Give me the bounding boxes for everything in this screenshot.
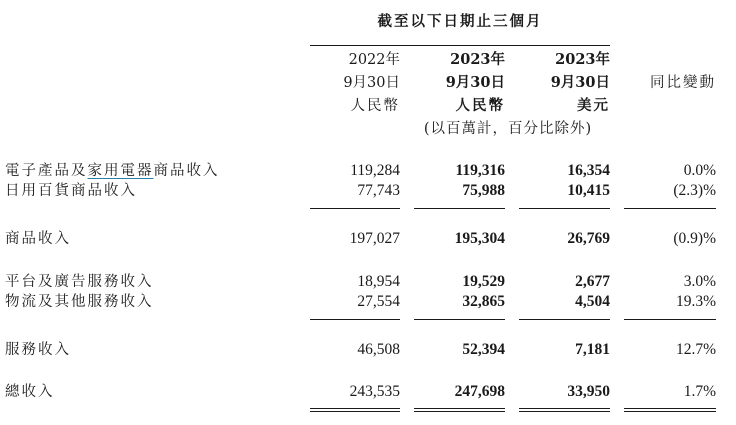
- row-platform-2022: 18,954: [357, 273, 400, 290]
- row-logistics-yoy: 19.3%: [675, 293, 716, 310]
- unit-note: (以百萬計，百分比除外): [423, 121, 593, 137]
- col-2022-date: 9月30日: [343, 75, 400, 91]
- row-label-platform: 平台及廣告服務收入: [5, 274, 154, 290]
- row-merchandise-2023: 195,304: [454, 230, 505, 247]
- row-logistics-2022: 27,554: [357, 293, 400, 310]
- row-logistics-usd: 4,504: [575, 293, 610, 310]
- subtotal-rule: [414, 319, 505, 320]
- row-general-2022: 77,743: [357, 182, 400, 199]
- row-general-usd: 10,415: [567, 182, 610, 199]
- row-label-pre: 電子產品及: [5, 163, 88, 179]
- col-2023-date: 9月30日: [445, 74, 505, 91]
- col-usd-date: 9月30日: [550, 74, 610, 91]
- row-total-yoy: 1.7%: [683, 383, 716, 400]
- row-total-2022: 243,535: [349, 383, 400, 400]
- row-electronics-yoy: 0.0%: [683, 162, 716, 179]
- row-total-2023: 247,698: [454, 383, 505, 400]
- col-2023-currency: 人民幣: [455, 97, 505, 114]
- home-appliances-link[interactable]: 家用電器: [87, 163, 154, 179]
- row-services-usd: 7,181: [575, 341, 610, 358]
- row-electronics-2023: 119,316: [455, 162, 505, 179]
- row-merchandise-yoy: (0.9)%: [673, 230, 716, 247]
- subtotal-rule: [519, 319, 610, 320]
- row-platform-2023: 19,529: [462, 273, 505, 290]
- row-merchandise-usd: 26,769: [567, 230, 610, 247]
- subtotal-rule: [624, 208, 716, 209]
- total-double-rule: [310, 408, 400, 412]
- total-double-rule: [624, 408, 716, 412]
- header-rule: [310, 45, 610, 46]
- total-double-rule: [414, 408, 505, 412]
- col-2022-year: 2022年: [348, 52, 400, 68]
- col-2022-currency: 人民幣: [350, 98, 400, 114]
- row-label-merchandise: 商品收入: [5, 231, 71, 247]
- row-label-electronics: [5, 162, 220, 180]
- row-platform-yoy: 3.0%: [683, 273, 716, 290]
- row-electronics-usd: 16,354: [567, 162, 610, 179]
- row-merchandise-2022: 197,027: [349, 230, 400, 247]
- row-logistics-2023: 32,865: [462, 293, 505, 310]
- row-services-yoy: 12.7%: [675, 341, 716, 358]
- col-2023-year: 2023年: [450, 51, 505, 68]
- row-total-usd: 33,950: [567, 383, 610, 400]
- row-general-yoy: (2.3)%: [673, 182, 716, 199]
- column-group-title: 截至以下日期止三個月: [377, 13, 543, 30]
- row-label-logistics: 物流及其他服務收入: [5, 294, 154, 310]
- total-double-rule: [519, 408, 610, 412]
- row-services-2023: 52,394: [462, 341, 505, 358]
- subtotal-rule: [310, 208, 400, 209]
- row-label-total: 總收入: [5, 384, 55, 400]
- col-yoy-label: 同比變動: [650, 75, 716, 91]
- subtotal-rule: [414, 208, 505, 209]
- col-usd-year: 2023年: [555, 51, 610, 68]
- col-usd-currency: 美元: [577, 97, 610, 114]
- subtotal-rule: [624, 319, 716, 320]
- row-general-2023: 75,988: [462, 182, 505, 199]
- row-platform-usd: 2,677: [575, 273, 610, 290]
- row-electronics-2022: 119,284: [350, 162, 400, 179]
- row-label-post: 商品收入: [153, 163, 220, 179]
- row-label-services: 服務收入: [5, 342, 71, 358]
- subtotal-rule: [310, 319, 400, 320]
- subtotal-rule: [519, 208, 610, 209]
- row-services-2022: 46,508: [357, 341, 400, 358]
- row-label-general: 日用百貨商品收入: [5, 183, 137, 199]
